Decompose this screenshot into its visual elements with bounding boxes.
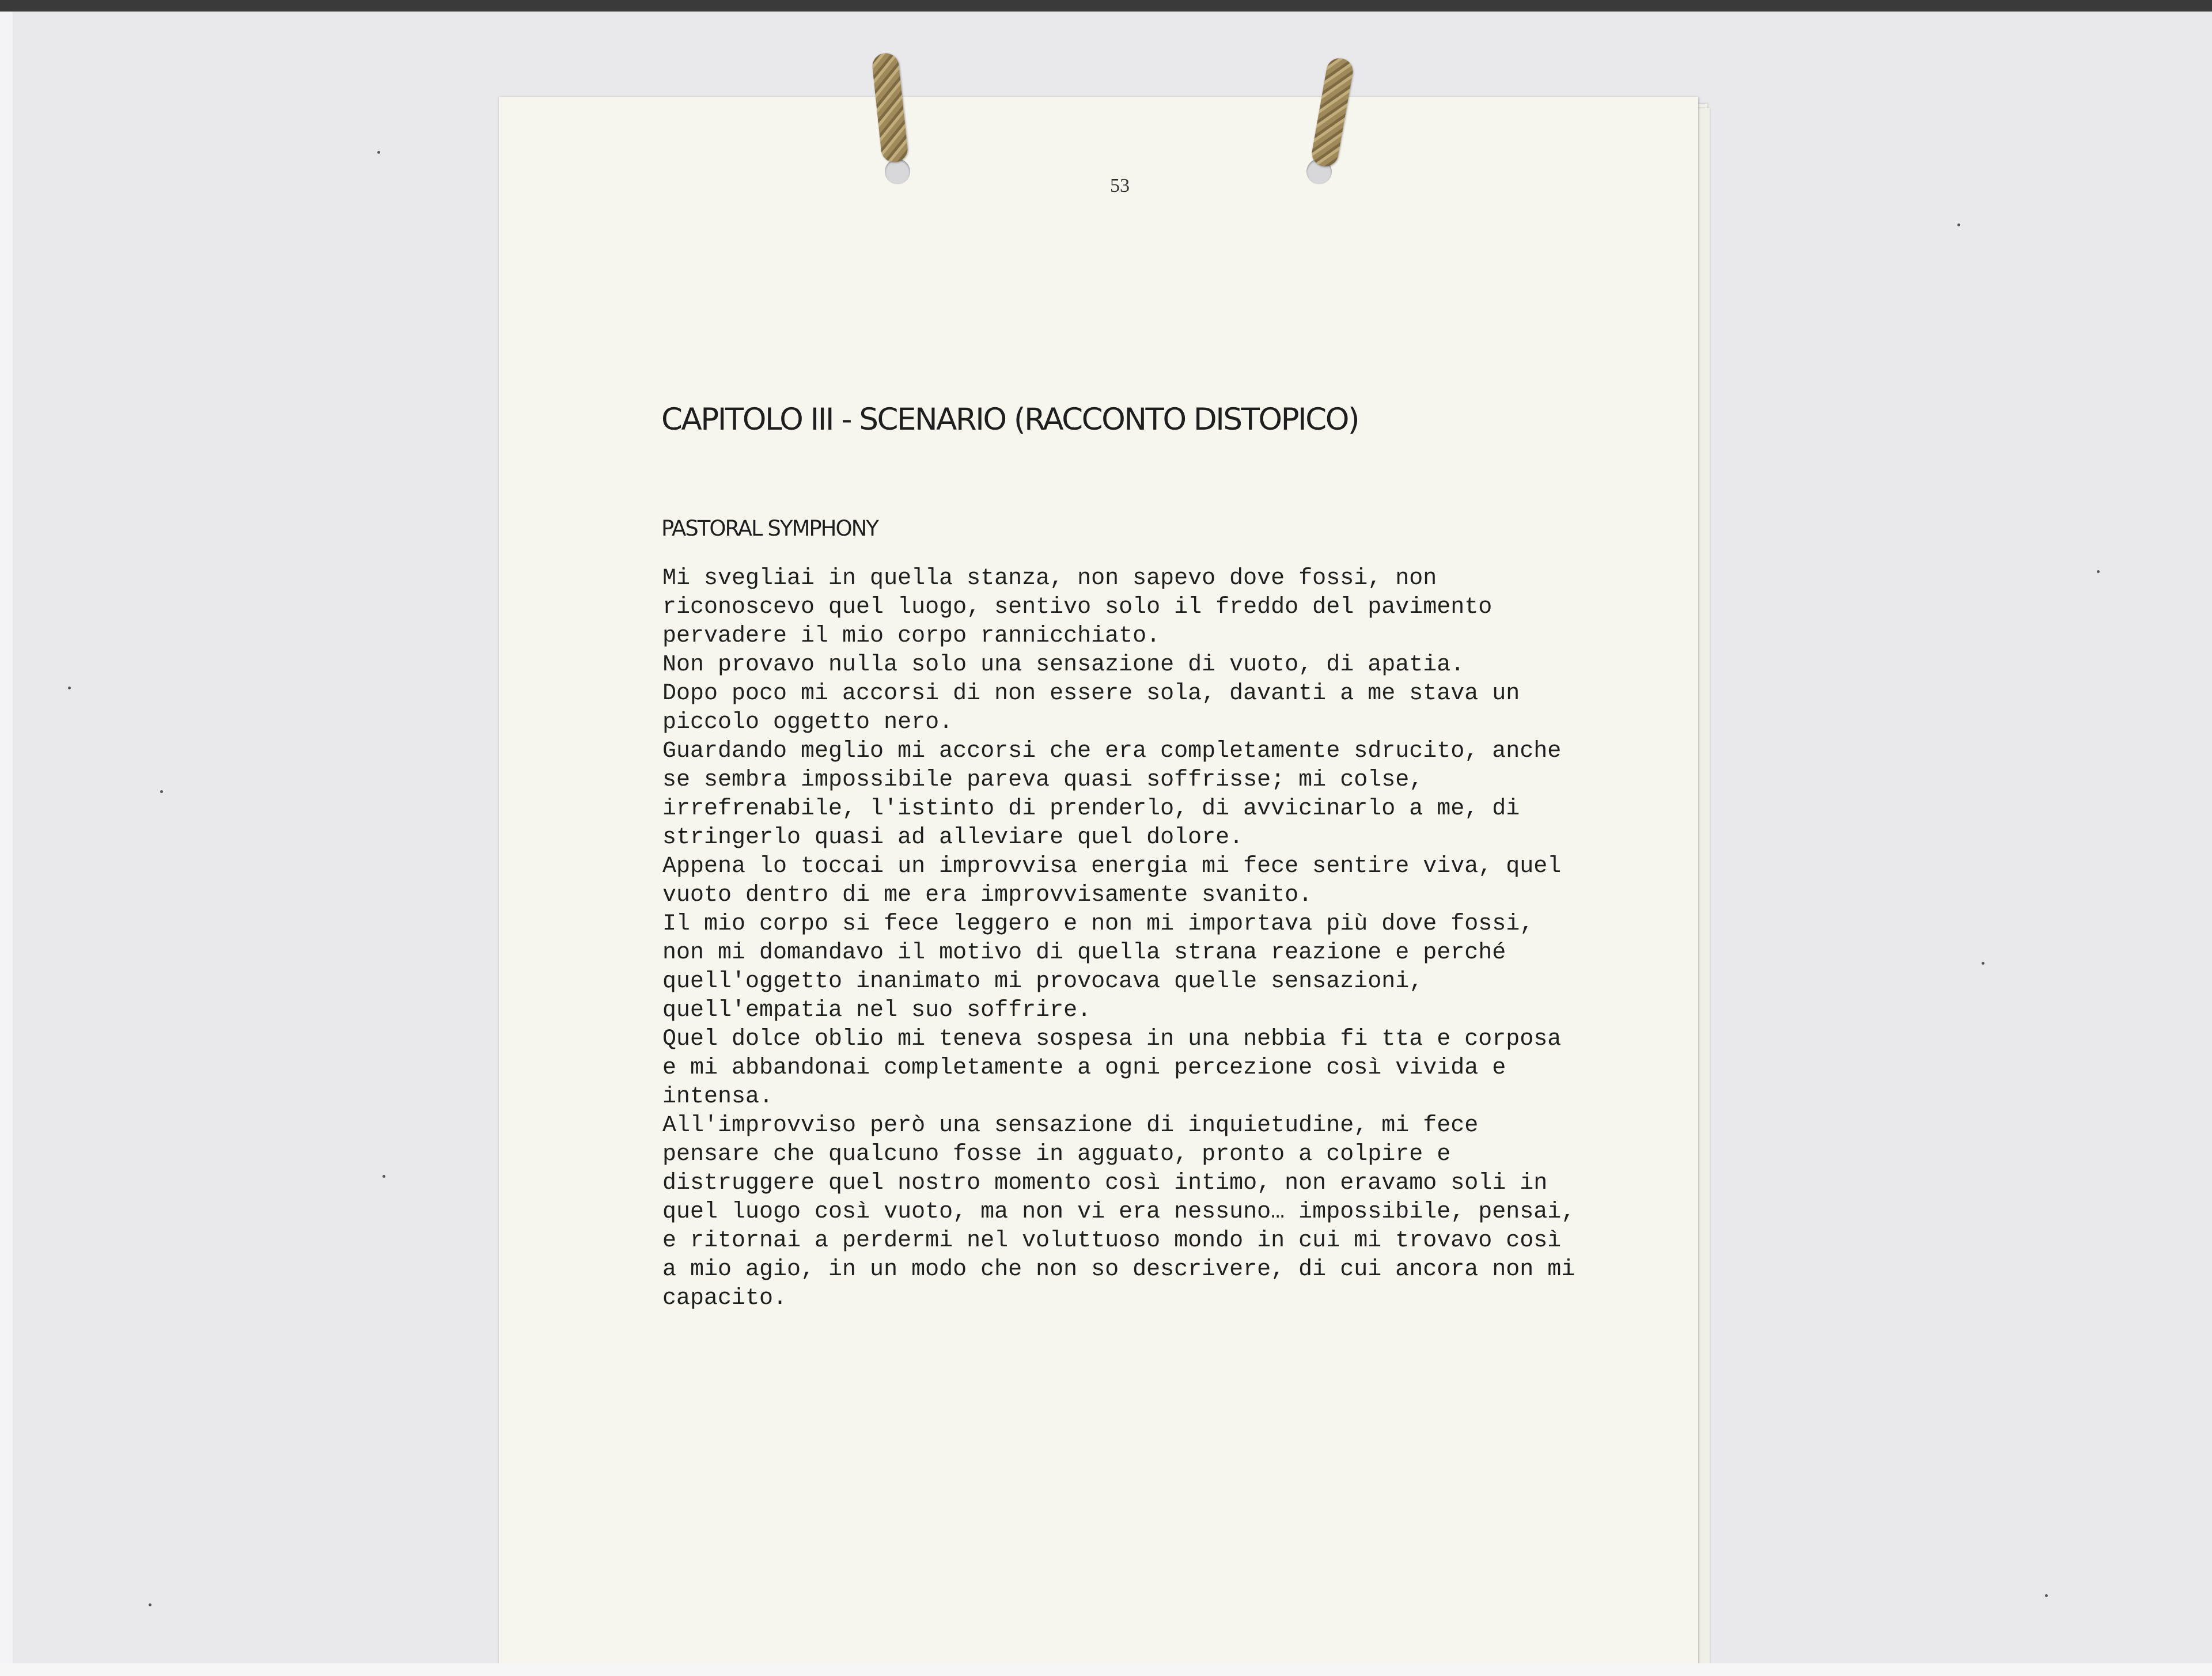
body-line: Guardando meglio mi accorsi che era completamente sdrucito, anche <box>662 738 1562 764</box>
body-line: intensa. <box>662 1084 774 1110</box>
body-line: Non provavo nulla solo una sensazione di vuoto, di apatia. <box>662 652 1465 678</box>
body-line: pervadere il mio corpo rannicchiato. <box>662 623 1161 649</box>
body-line: a mio agio, in un modo che non so descrivere, di cui ancora non mi <box>662 1257 1575 1283</box>
binding-hole-left <box>885 159 910 184</box>
dust-speck <box>2045 1594 2048 1597</box>
page-number: 53 <box>1110 175 1130 196</box>
body-line: se sembra impossibile pareva quasi soffrisse; mi colse, <box>662 767 1423 793</box>
chapter-title: CAPITOLO III - SCENARIO (RACCONTO DISTOPICO) <box>661 402 1359 437</box>
document-page <box>499 97 1698 1676</box>
dust-speck <box>1957 223 1960 226</box>
body-line: Mi svegliai in quella stanza, non sapevo dove fossi, non <box>662 566 1437 591</box>
body-line: Quel dolce oblio mi teneva sospesa in una nebbia fi tta e corposa <box>662 1026 1562 1052</box>
dust-speck <box>149 1603 151 1606</box>
body-line: distruggere quel nostro momento così intimo, non eravamo soli in <box>662 1170 1548 1196</box>
body-line: quell'empatia nel suo soffrire. <box>662 998 1092 1023</box>
scanner-bottom-edge <box>0 1663 2212 1676</box>
dust-speck <box>160 790 163 793</box>
body-line: vuoto dentro di me era improvvisamente svanito. <box>662 882 1313 908</box>
section-title: PASTORAL SYMPHONY <box>661 516 878 541</box>
dust-speck <box>377 151 380 154</box>
scanner-left-edge <box>0 12 13 1676</box>
body-line: Appena lo toccai un improvvisa energia mi fece sentire viva, quel <box>662 854 1562 879</box>
body-line: piccolo oggetto nero. <box>662 710 953 735</box>
body-line: irrefrenabile, l'istinto di prenderlo, di avvicinarlo a me, di <box>662 796 1520 822</box>
body-line: pensare che qualcuno fosse in agguato, pronto a colpire e <box>662 1142 1451 1167</box>
dust-speck <box>1982 962 1984 965</box>
body-line: non mi domandavo il motivo di quella strana reazione e perché <box>662 940 1506 966</box>
body-line: e ritornai a perdermi nel voluttuoso mondo in cui mi trovavo così <box>662 1228 1562 1254</box>
body-line: All'improvviso però una sensazione di inquietudine, mi fece <box>662 1113 1479 1139</box>
body-line: riconoscevo quel luogo, sentivo solo il freddo del pavimento <box>662 594 1493 620</box>
scanner-top-bar <box>0 0 2212 12</box>
body-line: capacito. <box>662 1286 787 1311</box>
dust-speck <box>382 1175 385 1178</box>
body-line: Il mio corpo si fece leggero e non mi importava più dove fossi, <box>662 911 1534 937</box>
dust-speck <box>68 687 71 689</box>
body-line: Dopo poco mi accorsi di non essere sola, davanti a me stava un <box>662 681 1520 707</box>
dust-speck <box>2097 570 2100 573</box>
body-line: stringerlo quasi ad alleviare quel dolore. <box>662 825 1244 851</box>
body-line: e mi abbandonai completamente a ogni percezione così vivida e <box>662 1055 1506 1081</box>
body-line: quell'oggetto inanimato mi provocava quelle sensazioni, <box>662 969 1423 995</box>
story-body <box>662 564 1575 1313</box>
body-line: quel luogo così vuoto, ma non vi era nessuno… impossibile, pensai, <box>662 1199 1575 1225</box>
